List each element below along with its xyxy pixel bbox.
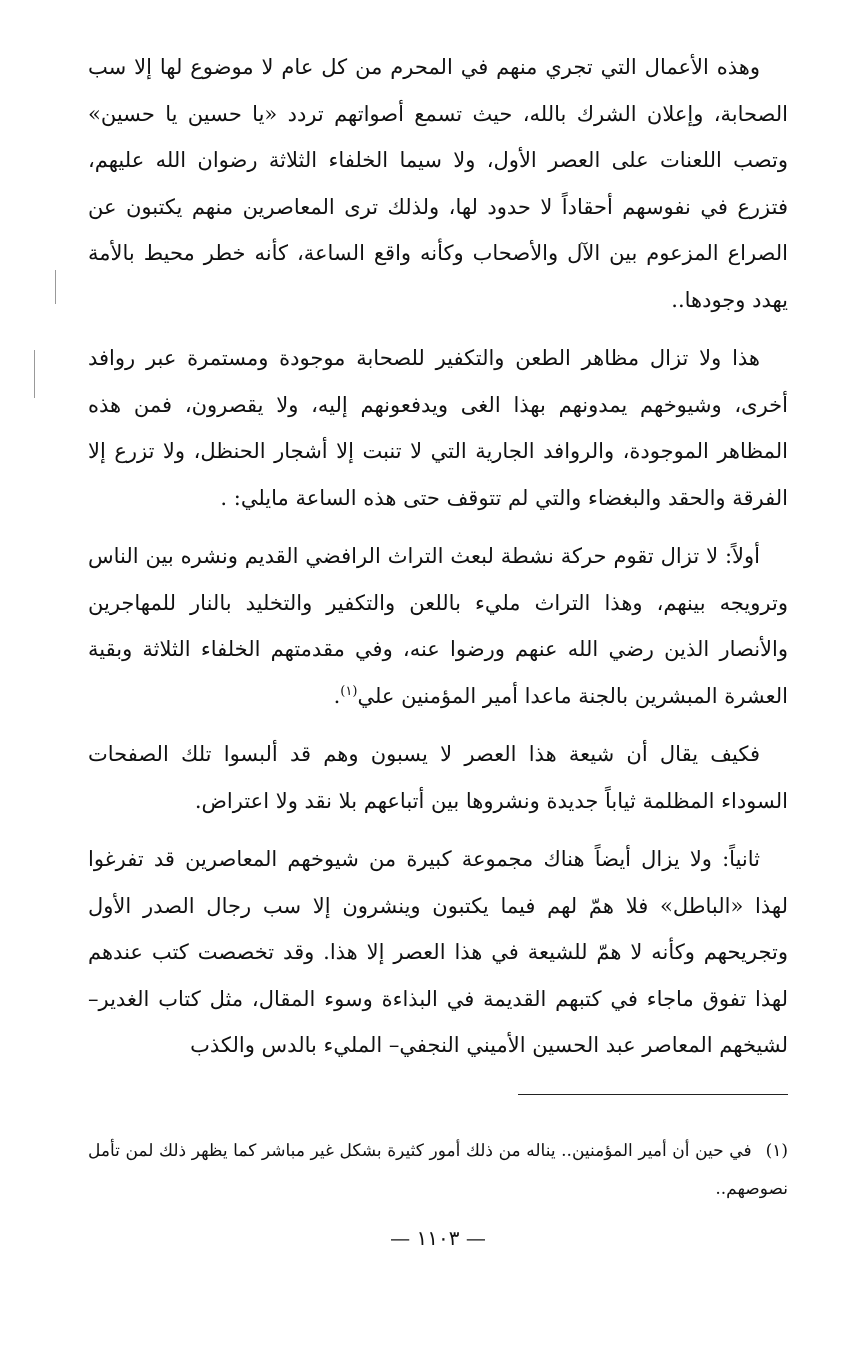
paragraph-1: وهذه الأعمال التي تجري منهم في المحرم من كل عام لا موضوع لها إلا سب الصحابة، وإعلان الشرك بالله، حيث تسمع أصواتهم تردد «يا حسين يا حسين» وتصب اللعنات على العصر الأول، ولا سيما الخلفاء الثلاثة رضوان الله عليهم، فتزرع في نفوسهم أحقاداً لا حدود لها، ولذلك ترى المعاصرين منهم يكتبون عن الصراع المزعوم بين الآل والأصحاب وكأنه واقع الساعة، كأنه خطر محيط بالأمة يهدد وجودها.. [88,55,788,312]
page-number: — ١١٠٣ — [390,1226,486,1250]
book-page [88,44,788,1304]
main-text [88,44,788,1069]
paragraph-3-end: . [333,683,341,708]
footnote-reference: (١) [340,683,358,699]
margin-scan-mark [55,270,56,304]
footnote-divider [518,1094,788,1095]
paragraph-3-text: أولاً: لا تزال تقوم حركة نشطة لبعث التراث الرافضي القديم ونشره بين الناس وترويجه بينهم، وهذا التراث مليء باللعن والتكفير والتخليد بالنار للمهاجرين والأنصار الذين رضي الله عنهم ورضوا عنه، وفي مقدمتهم الخلفاء الثلاثة وبقية العشرة المبشرين بالجنة ماعدا أمير المؤمنين علي [88,544,788,708]
paragraph-4: فكيف يقال أن شيعة هذا العصر لا يسبون وهم قد ألبسوا تلك الصفحات السوداء المظلمة ثياباً جديدة ونشروها بين أتباعهم بلا نقد ولا اعتراض. [88,742,788,813]
footnote-text: في حين أن أمير المؤمنين.. يناله من ذلك أمور كثيرة بشكل غير مباشر كما يظهر ذلك لمن تأمل نصوصهم.. [88,1141,788,1199]
footnote-marker: (١) [765,1141,788,1161]
paragraph-3 [88,533,788,719]
margin-scan-mark [34,350,35,398]
paragraph-5: ثانياً: ولا يزال أيضاً هناك مجموعة كبيرة من شيوخهم المعاصرين قد تفرغوا لهذا «الباطل» فلا همّ لهم فيما يكتبون وينشرون إلا سب رجال الصدر الأول وتجريحهم وكأنه لا همّ للشيعة في هذا العصر إلا هذا. وقد تخصصت كتب عندهم لهذا تفوق ماجاء في كتبهم القديمة في البذاءة وسوء المقال، مثل كتاب الغدير– لشيخهم المعاصر عبد الحسين الأميني النجفي– المليء بالدس والكذب [88,847,788,1057]
paragraph-2: هذا ولا تزال مظاهر الطعن والتكفير للصحابة موجودة ومستمرة عبر روافد أخرى، وشيوخهم يمدونهم بهذا الغى ويدفعونهم إليه، ولا يقصرون، فمن هذه المظاهر الموجودة، والروافد الجارية التي لا تنبت إلا أشجار الحنظل، ولا تزرع إلا الفرقة والحقد والبغضاء والتي لم تتوقف حتى هذه الساعة مايلي: . [88,346,788,510]
footnote [88,1132,788,1208]
